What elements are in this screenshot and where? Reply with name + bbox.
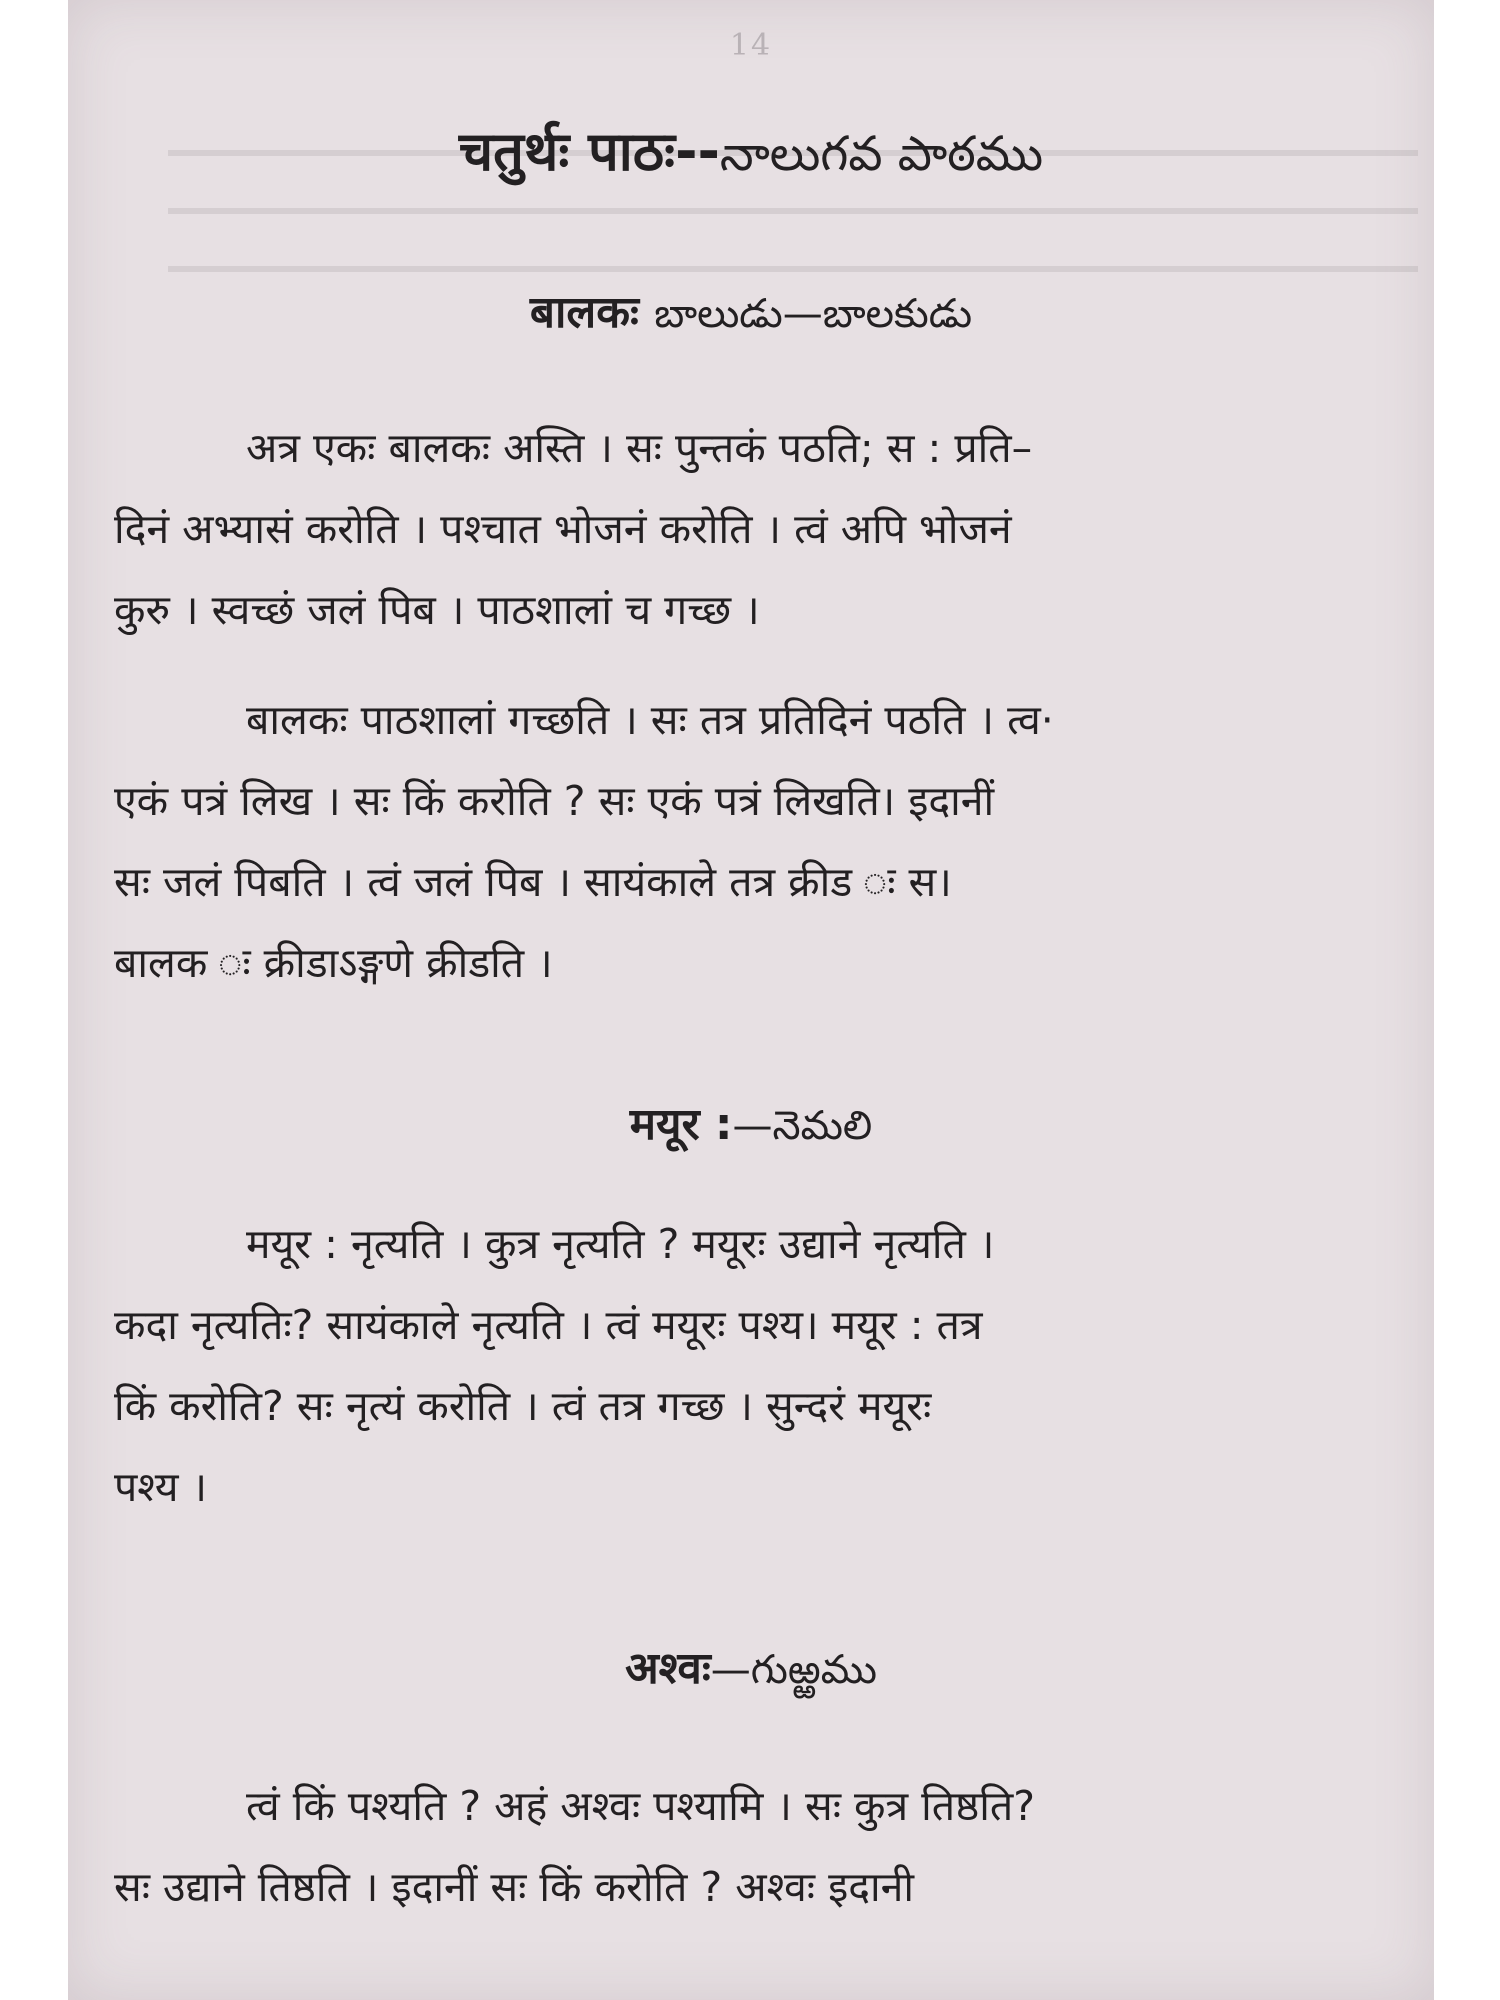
paragraph-ashva [114,1766,1422,1928]
section-heading-sanskrit: बालकः [529,287,639,338]
text-line: दिनं अभ्यासं करोति । पश्चात भोजनं करोति । त्वं अपि भोजनं [114,505,1012,553]
section-heading-sanskrit: मयूर : [629,1099,733,1150]
section-heading-mayura [68,1092,1434,1159]
text-line: त्वं किं पश्यति ? अहं अश्वः पश्यामि । सः कुत्र तिष्ठति? [246,1782,1036,1830]
text-line: किं करोति? सः नृत्यं करोति । त्वं तत्र गच्छ । सुन्दरं मयूरः [114,1382,932,1430]
text-line: बालकः पाठशालां गच्छति । सः तत्र प्रतिदिनं पठति । त्व· [246,696,1054,744]
text-line: कुरु । स्वच्छं जलं पिब । पाठशालां च गच्छ । [114,586,760,634]
text-line: एकं पत्रं लिख । सः किं करोति ? सः एकं पत्रं लिखति। इदानीं [114,777,995,825]
section-heading-telugu: బాలుడు—బాలకుడు [654,291,973,337]
section-heading-balaka [68,280,1434,347]
lesson-title [68,112,1434,194]
text-line: मयूर : नृत्यति । कुत्र नृत्यति ? मयूरः उद्याने नृत्यति । [246,1220,995,1268]
paragraph-balaka-1 [114,408,1422,651]
text-line: सः उद्याने तिष्ठति । इदानीं सः किं करोति ? अश्वः इदानी [114,1863,915,1911]
paragraph-mayura [114,1204,1422,1528]
lesson-title-telugu: నాలుగవ పాఠము [719,126,1044,182]
book-page [68,0,1434,2000]
page-number: 14 [729,28,773,63]
section-heading-telugu: —నెమలి [732,1103,873,1149]
text-line: अत्र एकः बालकः अस्ति । सः पुन्तकं पठति; स : प्रति– [246,424,1033,472]
section-heading-sanskrit: अश्वः [625,1643,711,1694]
lesson-title-sanskrit: चतुर्थः पाठः-- [458,120,720,183]
section-heading-telugu: —గుఱ్ఱము [710,1647,877,1693]
text-line: बालक ः क्रीडाऽङ्गणे क्रीडति । [114,939,553,987]
section-heading-ashva [68,1636,1434,1703]
text-line: कदा नृत्यतिः? सायंकाले नृत्यति । त्वं मयूरः पश्य। मयूर : तत्र [114,1301,983,1349]
text-line: सः जलं पिबति । त्वं जलं पिब । सायंकाले तत्र क्रीड ः स। [114,858,952,906]
text-line: पश्य । [114,1463,208,1511]
paragraph-balaka-2 [114,680,1422,1004]
